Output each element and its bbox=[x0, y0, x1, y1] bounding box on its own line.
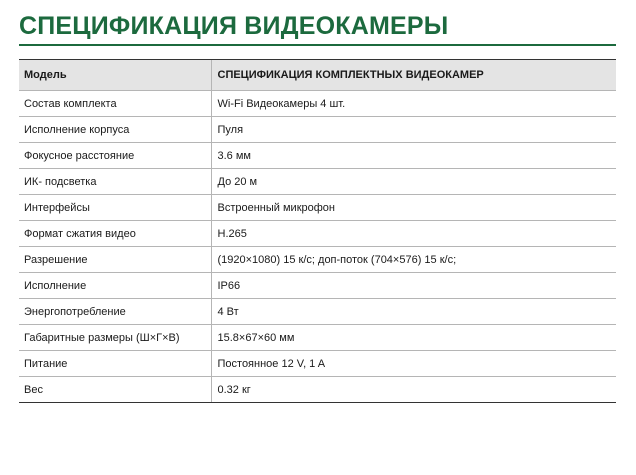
row-value: 4 Вт bbox=[211, 299, 616, 325]
row-label: Формат сжатия видео bbox=[19, 221, 211, 247]
row-label: ИК- подсветка bbox=[19, 169, 211, 195]
header-label-cell: Модель bbox=[19, 60, 211, 91]
row-value: Wi-Fi Видеокамеры 4 шт. bbox=[211, 91, 616, 117]
row-label: Состав комплекта bbox=[19, 91, 211, 117]
row-label: Разрешение bbox=[19, 247, 211, 273]
row-value: 3.6 мм bbox=[211, 143, 616, 169]
spec-table bbox=[19, 59, 616, 403]
row-value: До 20 м bbox=[211, 169, 616, 195]
row-label: Фокусное расстояние bbox=[19, 143, 211, 169]
row-label: Исполнение bbox=[19, 273, 211, 299]
row-value: (1920×1080) 15 к/с; доп-поток (704×576) 15 к/с; bbox=[211, 247, 616, 273]
row-value: Пуля bbox=[211, 117, 616, 143]
table-row bbox=[19, 221, 616, 247]
row-label: Габаритные размеры (Ш×Г×В) bbox=[19, 325, 211, 351]
table-row bbox=[19, 143, 616, 169]
row-label: Исполнение корпуса bbox=[19, 117, 211, 143]
table-row bbox=[19, 299, 616, 325]
table-row bbox=[19, 247, 616, 273]
row-value: Встроенный микрофон bbox=[211, 195, 616, 221]
row-label: Энергопотребление bbox=[19, 299, 211, 325]
row-value: H.265 bbox=[211, 221, 616, 247]
row-label: Питание bbox=[19, 351, 211, 377]
header-value-cell: СПЕЦИФИКАЦИЯ КОМПЛЕКТНЫХ ВИДЕОКАМЕР bbox=[211, 60, 616, 91]
table-row bbox=[19, 169, 616, 195]
table-row bbox=[19, 351, 616, 377]
table-row bbox=[19, 195, 616, 221]
table-row bbox=[19, 325, 616, 351]
table-row bbox=[19, 273, 616, 299]
table-header-row bbox=[19, 60, 616, 91]
table-row bbox=[19, 377, 616, 403]
title-divider bbox=[19, 44, 616, 46]
table-row bbox=[19, 117, 616, 143]
row-value: 0.32 кг bbox=[211, 377, 616, 403]
row-value: Постоянное 12 V, 1 A bbox=[211, 351, 616, 377]
row-label: Вес bbox=[19, 377, 211, 403]
row-value: 15.8×67×60 мм bbox=[211, 325, 616, 351]
row-label: Интерфейсы bbox=[19, 195, 211, 221]
table-row bbox=[19, 91, 616, 117]
page-title: СПЕЦИФИКАЦИЯ ВИДЕОКАМЕРЫ bbox=[19, 12, 449, 40]
row-value: IP66 bbox=[211, 273, 616, 299]
